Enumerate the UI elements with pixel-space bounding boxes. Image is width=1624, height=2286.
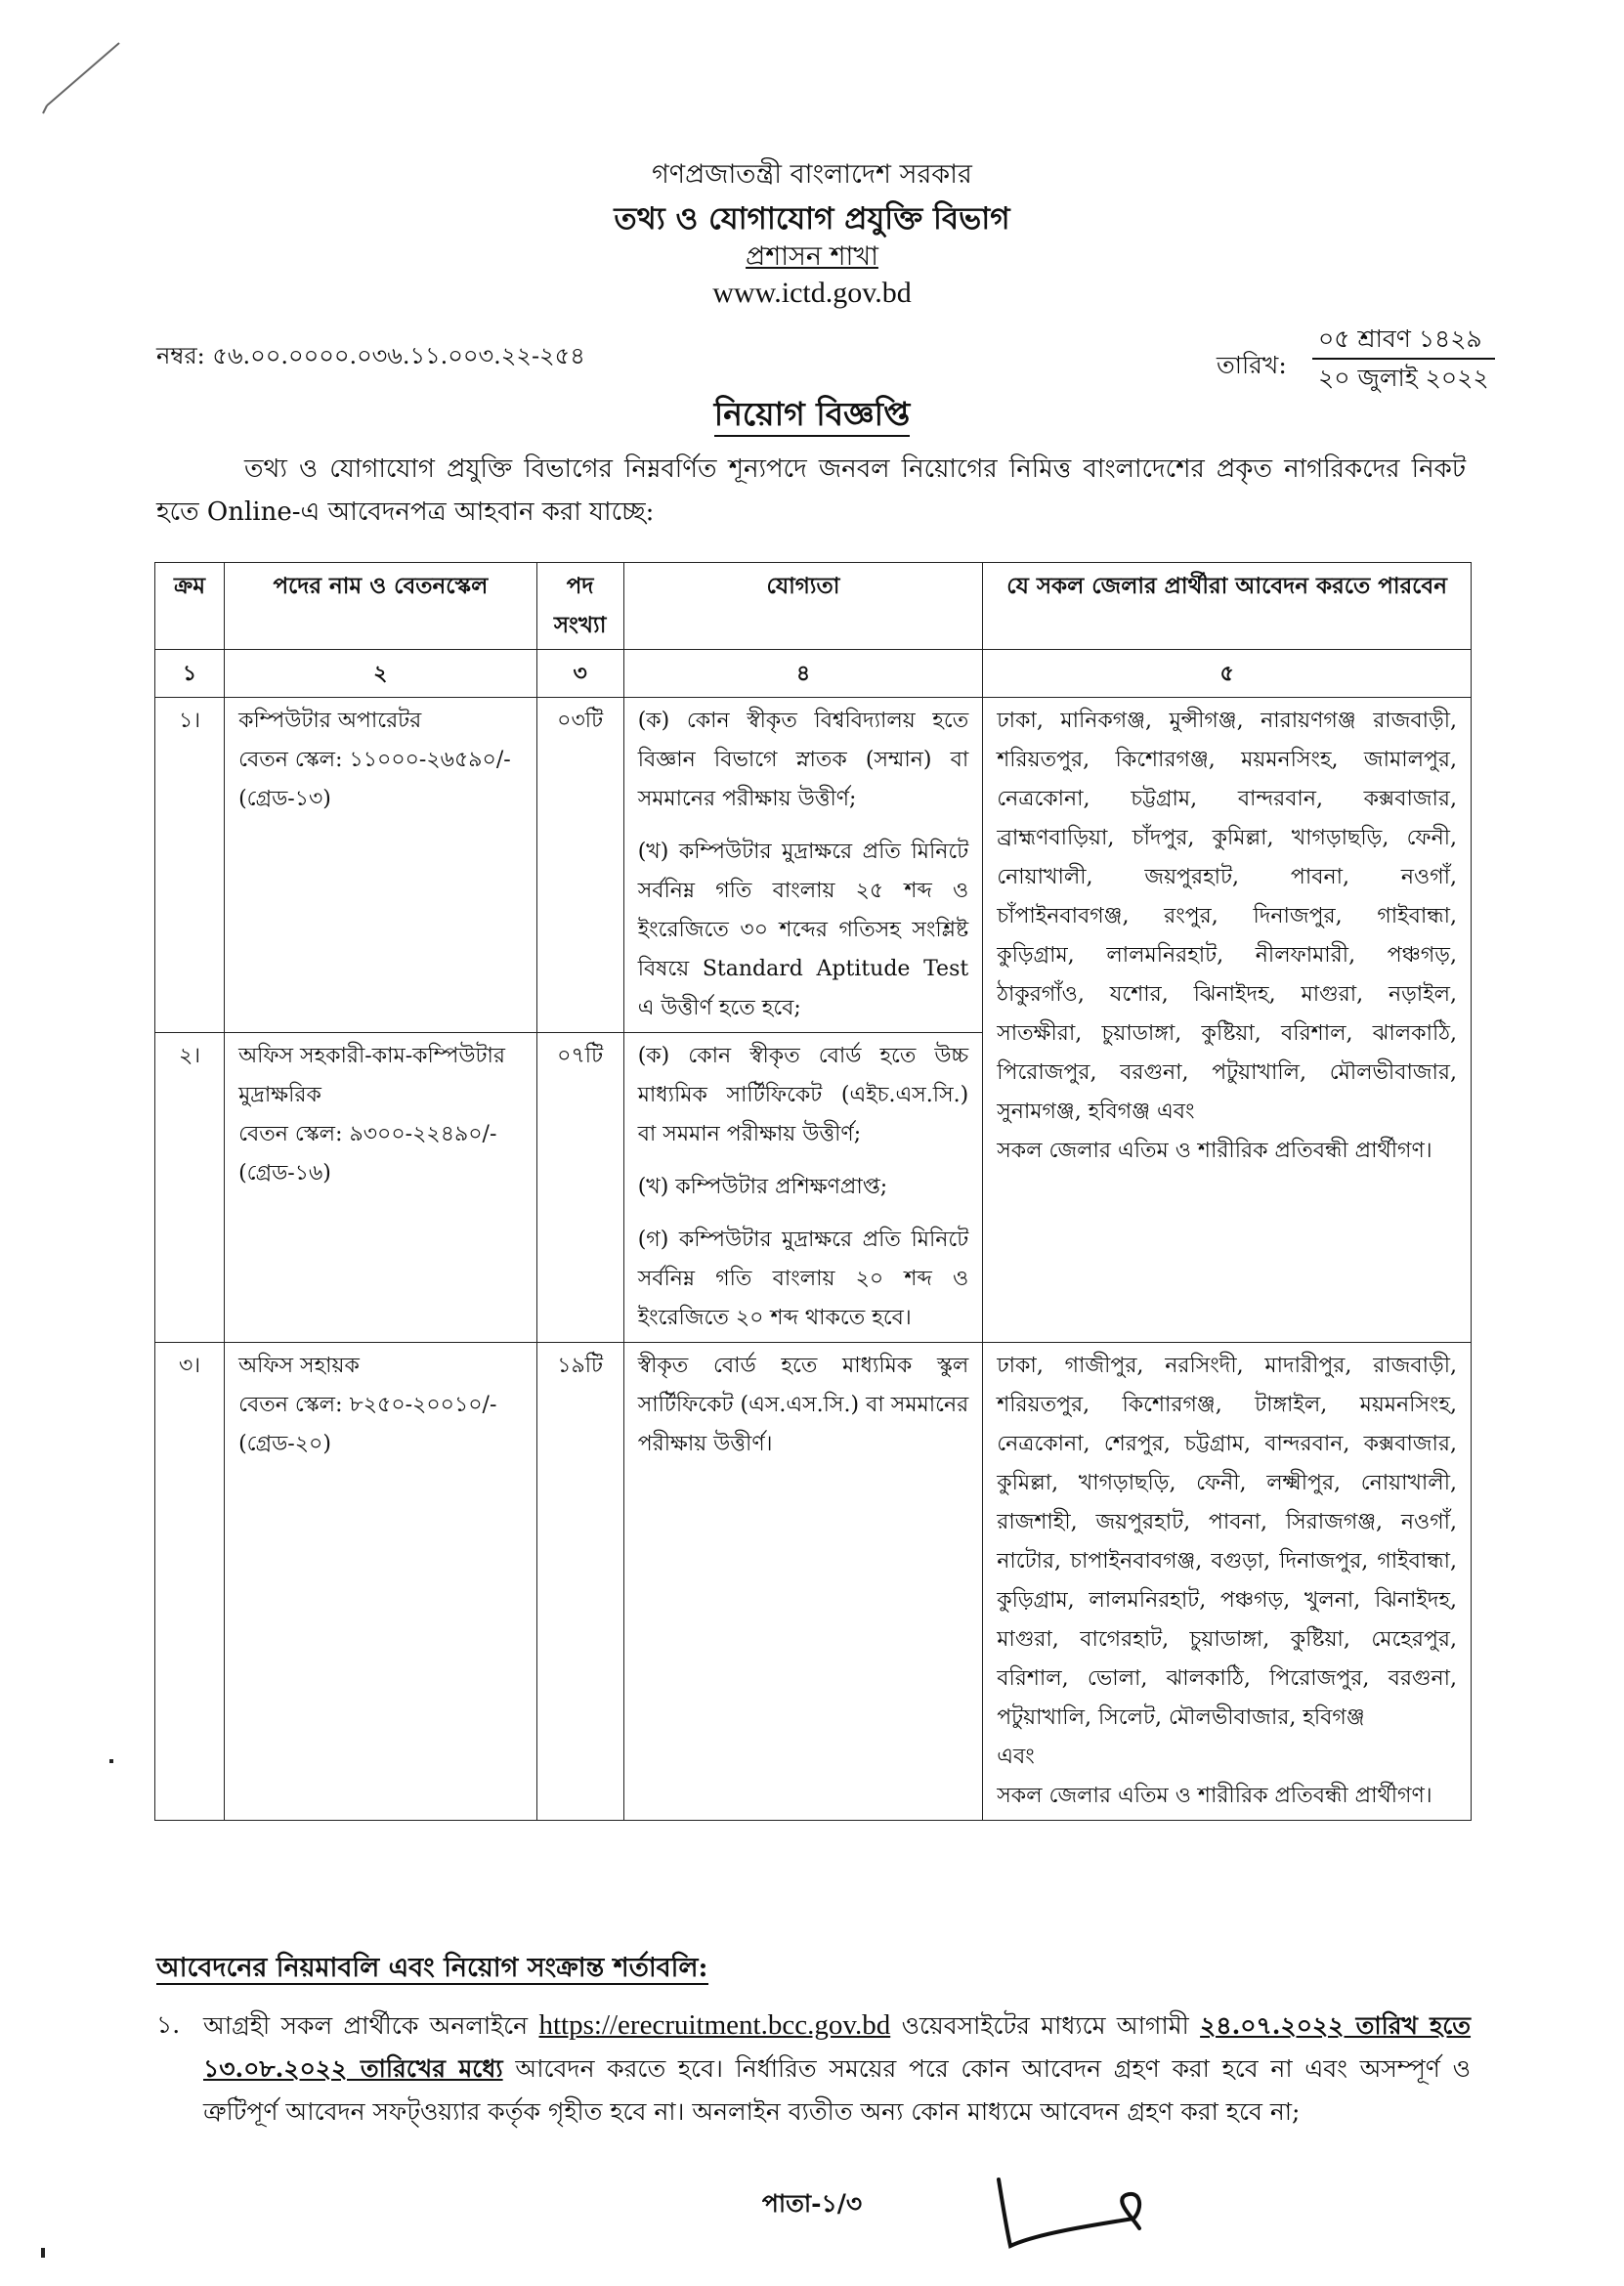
header-districts: যে সকল জেলার প্রার্থীরা আবেদন করতে পারবেন (983, 563, 1472, 650)
rule-text-c: আবেদন করতে হবে। নির্ধারিত সময়ের পরে কোন আবেদন গ্রহণ করা হবে না এবং অসম্পূর্ণ ও ত্রুটিপূর্ণ আবেদন সফট্ওয়্যার কর্তৃক গৃহীত হবে না। অনলাইন ব্যতীত অন্য কোন মাধ্যমে আবেদন গ্রহণ করা হবে না; (203, 2054, 1472, 2126)
header-count: পদ সংখ্যা (536, 563, 623, 650)
row-serial: ১। (155, 698, 225, 1033)
pay-grade: (গ্রেড-১৬) (238, 1161, 331, 1186)
government-name: গণপ্রজাতন্ত্রী বাংলাদেশ সরকার (652, 159, 972, 190)
pay-scale: বেতন স্কেল: ১১০০০-২৬৫৯০/- (238, 748, 511, 772)
rule-text (203, 2004, 1471, 2134)
division-name: তথ্য ও যোগাযোগ প্রযুক্তি বিভাগ (614, 201, 1010, 237)
qualification-cell (623, 1343, 983, 1821)
website-url: www.ictd.gov.bd (712, 277, 912, 309)
qualification-item: (খ) কম্পিউটার প্রশিক্ষণপ্রাপ্ত; (637, 1175, 888, 1199)
post-count: ০৩টি (536, 698, 623, 1033)
rule-index: ১. (156, 2010, 181, 2039)
rules-title-text: আবেদনের নিয়মাবলি এবং নিয়োগ সংক্রান্ত শর্তাবলি: (156, 1953, 708, 1983)
pay-scale: বেতন স্কেল: ৮২৫০-২০০১০/- (238, 1393, 497, 1417)
rules-title (156, 1948, 708, 1992)
column-number: ৫ (983, 650, 1472, 698)
intro-paragraph: তথ্য ও যোগাযোগ প্রযুক্তি বিভাগের নিম্নবর্ণিত শূন্যপদে জনবল নিয়োগের নিমিত্ত বাংলাদেশের প্রকৃত নাগরিকদের নিকট হতে Online-এ আবেদনপত্র আহবান করা যাচ্ছে: (156, 454, 1466, 527)
notice-title-text: নিয়োগ বিজ্ঞপ্তি (714, 395, 910, 437)
rule-text-b: ওয়েবসাইটের মাধ্যমে আগামী (901, 2011, 1189, 2040)
memo-number: নম্বর: ৫৬.০০.০০০০.০৩৬.১১.০০৩.২২-২৫৪ (156, 342, 585, 369)
column-number: ৪ (623, 650, 983, 698)
post-count: ১৯টি (536, 1343, 623, 1821)
district-list: ঢাকা, মানিকগঞ্জ, মুন্সীগঞ্জ, নারায়ণগঞ্জ রাজবাড়ী, শরিয়তপুর, কিশোরগঞ্জ, ময়মনসিংহ, জামালপুর, নেত্রকোনা, চট্টগ্রাম, বান্দরবান, কক্সবাজার, ব্রাহ্মণবাড়িয়া, চাঁদপুর, কুমিল্লা, খাগড়াছড়ি, ফেনী, নোয়াখালী, জয়পুরহাট, পাবনা, নওগাঁ, চাঁপাইনবাবগঞ্জ, রংপুর, দিনাজপুর, গাইবান্ধা, কুড়িগ্রাম, লালমনিরহাট, নীলফামারী, পঞ্চগড়, ঠাকুরগাঁও, যশোর, ঝিনাইদহ, মাগুরা, নড়াইল, সাতক্ষীরা, চুয়াডাঙ্গা, কুষ্টিয়া, বরিশাল, ঝালকাঠি, পিরোজপুর, বরগুনা, পটুয়াখালি, মৌলভীবাজার, সুনামগঞ্জ, হবিগঞ্জ এবং (997, 709, 1457, 1124)
post-name: কম্পিউটার অপারেটর (238, 709, 422, 733)
districts-cell-group1 (983, 698, 1472, 1343)
rule-item-1 (156, 2004, 1471, 2134)
column-number: ১ (155, 650, 225, 698)
district-list: ঢাকা, গাজীপুর, নরসিংদী, মাদারীপুর, রাজবাড়ী, শরিয়তপুর, কিশোরগঞ্জ, টাঙ্গাইল, ময়মনসিংহ, নেত্রকোনা, শেরপুর, চট্টগ্রাম, বান্দরবান, কক্সবাজার, কুমিল্লা, খাগড়াছড়ি, ফেনী, লক্ষ্মীপুর, নোয়াখালী, রাজশাহী, জয়পুরহাট, পাবনা, সিরাজগঞ্জ, নওগাঁ, নাটোর, চাপাইনবাবগঞ্জ, বগুড়া, দিনাজপুর, গাইবান্ধা, কুড়িগ্রাম, লালমনিরহাট, পঞ্চগড়, খুলনা, ঝিনাইদহ, মাগুরা, বাগেরহাট, চুয়াডাঙ্গা, কুষ্টিয়া, মেহেরপুর, বরিশাল, ভোলা, ঝালকাঠি, পিরোজপুর, বরগুনা, পটুয়াখালি, সিলেট, মৌলভীবাজার, হবিগঞ্জ (997, 1354, 1457, 1730)
qualification-cell (623, 1033, 983, 1343)
scan-speck (109, 1759, 113, 1763)
date-values (1312, 321, 1495, 397)
header-post: পদের নাম ও বেতনস্কেল (225, 563, 536, 650)
qualification-item: (ক) কোন স্বীকৃত বোর্ড হতে উচ্চ মাধ্যমিক সার্টিফিকেট (এইচ.এস.সি.) বা সমমান পরীক্ষায় উত্তীর্ণ; (637, 1044, 969, 1146)
header-qualification: যোগ্যতা (623, 563, 983, 650)
pen-stroke-mark (39, 37, 127, 115)
post-name: অফিস সহকারী-কাম-কম্পিউটার মুদ্রাক্ষরিক (238, 1044, 505, 1107)
pay-grade: (গ্রেড-১৩) (238, 787, 331, 811)
recruitment-link[interactable]: https://erecruitment.bcc.gov.bd (538, 2009, 891, 2041)
application-deadline: ২৪.০৭.২০২২ তারিখ হতে ১৩.০৮.২০২২ তারিখের মধ্যে (203, 2011, 1472, 2083)
branch-name: প্রশাসন শাখা (746, 241, 878, 272)
table-row (155, 698, 1472, 1033)
districts-cell-group2 (983, 1343, 1472, 1821)
row-serial: ২। (155, 1033, 225, 1343)
district-and: এবং (997, 1745, 1035, 1769)
table-header-row (155, 563, 1472, 650)
rule-text-a: আগ্রহী সকল প্রার্থীকে অনলাইনে (203, 2011, 529, 2040)
row-serial: ৩। (155, 1343, 225, 1821)
column-number-row (155, 650, 1472, 698)
district-extra: সকল জেলার এতিম ও শারীরিক প্রতিবন্ধী প্রার্থীগণ। (997, 1139, 1432, 1163)
pay-grade: (গ্রেড-২০) (238, 1432, 331, 1456)
pay-scale: বেতন স্কেল: ৯৩০০-২২৪৯০/- (238, 1122, 497, 1146)
qualification-item: স্বীকৃত বোর্ড হতে মাধ্যমিক স্কুল সার্টিফিকেট (এস.এস.সি.) বা সমমানের পরীক্ষায় উত্তীর্ণ। (637, 1354, 969, 1456)
qualification-item: (গ) কম্পিউটার মুদ্রাক্ষরে প্রতি মিনিটে সর্বনিম্ন গতি বাংলায় ২০ শব্দ ও ইংরেজিতে ২০ শব্দ থাকতে হবে। (637, 1228, 969, 1330)
table-row (155, 1343, 1472, 1821)
date-bangla: ০৫ শ্রাবণ ১৪২৯ (1312, 321, 1495, 360)
post-name: অফিস সহায়ক (238, 1354, 360, 1378)
date-english: ২০ জুলাই ২০২২ (1318, 364, 1489, 392)
scan-speck (41, 2248, 45, 2258)
vacancy-table (154, 562, 1472, 1821)
post-cell (225, 1343, 536, 1821)
column-number: ২ (225, 650, 536, 698)
date-label: তারিখ: (1217, 351, 1287, 379)
post-count: ০৭টি (536, 1033, 623, 1343)
page-number: পাতা-১/৩ (761, 2189, 863, 2218)
column-number: ৩ (536, 650, 623, 698)
post-cell (225, 1033, 536, 1343)
signature-mark (977, 2150, 1202, 2258)
district-extra: সকল জেলার এতিম ও শারীরিক প্রতিবন্ধী প্রার্থীগণ। (997, 1784, 1432, 1808)
qualification-item: (ক) কোন স্বীকৃত বিশ্ববিদ্যালয় হতে বিজ্ঞান বিভাগে স্নাতক (সম্মান) বা সমমানের পরীক্ষায় উত্তীর্ণ; (637, 709, 969, 811)
qualification-item: (খ) কম্পিউটার মুদ্রাক্ষরে প্রতি মিনিটে সর্বনিম্ন গতি বাংলায় ২৫ শব্দ ও ইংরেজিতে ৩০ শব্দের গতিসহ সংশ্লিষ্ট বিষয়ে Standard Aptitude Test এ উত্তীর্ণ হতে হবে; (637, 840, 969, 1020)
notice-title (0, 389, 1624, 444)
qualification-cell (623, 698, 983, 1033)
post-cell (225, 698, 536, 1033)
header-serial: ক্রম (155, 563, 225, 650)
